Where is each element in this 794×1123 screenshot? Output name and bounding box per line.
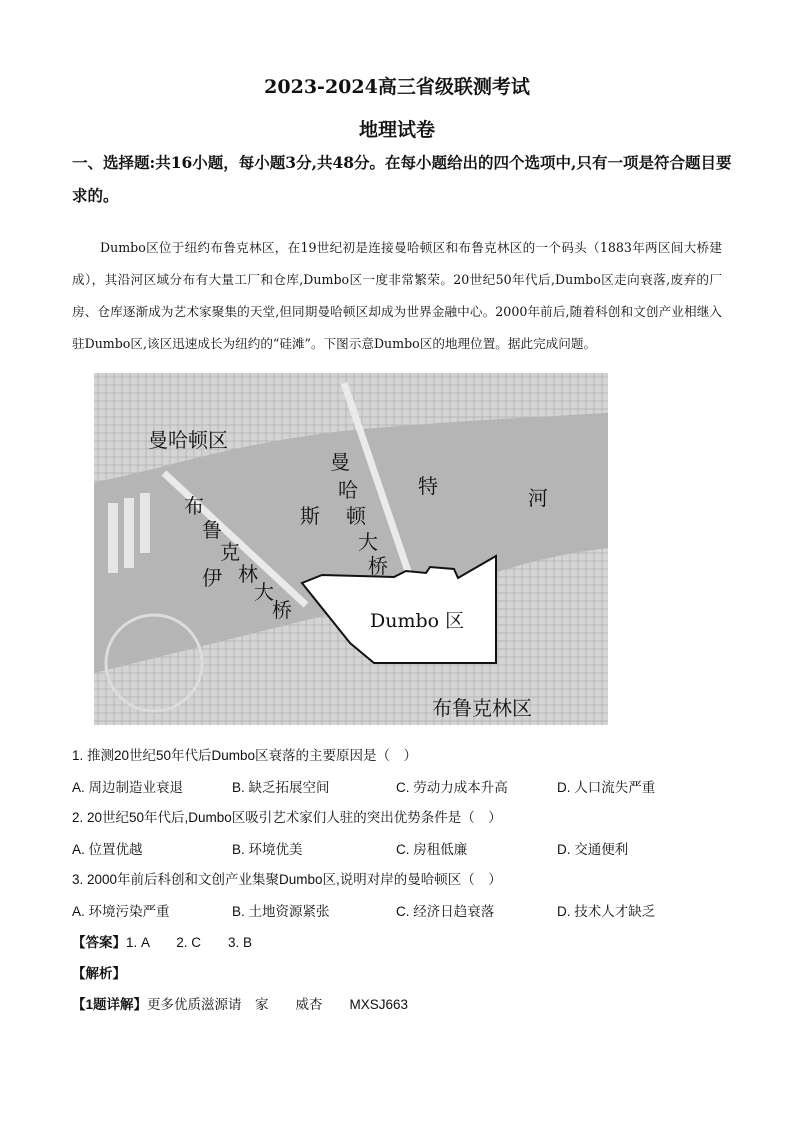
- question-1-option-c: C. 劳动力成本升高: [396, 780, 508, 795]
- passage-text: Dumbo区位于纽约布鲁克林区，在19世纪初是连接曼哈顿区和布鲁克林区的一个码头（1883年两区间大桥建成），其沿河区域分布有大量工厂和仓库,Dumbo区一度非常繁荣。20世纪50年代后,Dumbo区走向衰落,废弃的厂房、仓库逐渐成为艺术家聚集的天堂,但同期曼哈顿区却成为世界金融中心。2000年前后,随着科创和文创产业相继入驻Dumbo区,该区迅速成长为纽约的“硅滩”。下图示意Dumbo区的地理位置。据此完成问题。: [72, 240, 722, 351]
- question-1-option-d: D. 人口流失严重: [557, 780, 656, 795]
- detail-line: [72, 993, 408, 1013]
- east-river-char: 河: [528, 486, 548, 510]
- question-1-stem: 1. 推测20世纪50年代后Dumbo区衰落的主要原因是（ ）: [72, 748, 418, 763]
- exam-subtitle: 地理试卷: [358, 119, 435, 141]
- manhattan-bridge-char: 桥: [368, 554, 388, 578]
- east-river-char: 伊: [202, 566, 222, 590]
- label-manhattan: 曼哈顿区: [148, 428, 228, 452]
- question-3-option-b: B. 土地资源紧张: [232, 904, 330, 919]
- question-1-option-a: A. 周边制造业衰退: [72, 780, 184, 795]
- east-river-char: 斯: [300, 504, 320, 528]
- question-3-option-a: A. 环境污染严重: [72, 904, 170, 919]
- label-brooklyn: 布鲁克林区: [432, 696, 532, 720]
- question-1-option-b: B. 缺乏拓展空间: [232, 780, 330, 795]
- section-heading: 一、选择题:共16小题，每小题3分,共48分。在每小题给出的四个选项中,只有一项是符合题目要求的。: [72, 153, 732, 205]
- pier-2: [124, 498, 134, 568]
- brooklyn-bridge-char: 大: [254, 580, 274, 604]
- analysis-label: 【解析】: [72, 966, 126, 981]
- detail-text: 更多优质滋源请 家 威杏 MXSJ663: [147, 997, 409, 1012]
- label-dumbo: Dumbo 区: [370, 610, 465, 632]
- exam-title: 2023-2024高三省级联测考试: [264, 76, 530, 98]
- brooklyn-bridge-char: 布: [184, 494, 204, 518]
- brooklyn-bridge-char: 林: [238, 562, 258, 586]
- brooklyn-bridge-char: 鲁: [202, 518, 222, 542]
- question-2-option-a: A. 位置优越: [72, 842, 143, 857]
- brooklyn-bridge-char: 桥: [272, 598, 292, 622]
- answer-text: 1. A 2. C 3. B: [126, 935, 253, 950]
- analysis-line: [72, 962, 126, 982]
- question-2-option-b: B. 环境优美: [232, 842, 303, 857]
- pier-1: [108, 503, 118, 573]
- east-river-char: 特: [418, 474, 438, 498]
- answer-label: 【答案】: [72, 935, 126, 950]
- question-3-option-c: C. 经济日趋衰落: [396, 904, 495, 919]
- dumbo-location-map: [94, 373, 608, 725]
- question-2-option-d: D. 交通便利: [557, 842, 629, 857]
- manhattan-bridge-char: 大: [358, 530, 378, 554]
- question-2-option-c: C. 房租低廉: [396, 842, 468, 857]
- question-3-option-d: D. 技术人才缺乏: [557, 904, 656, 919]
- question-2-stem: 2. 20世纪50年代后,Dumbo区吸引艺术家们人驻的突出优势条件是（ ）: [72, 810, 502, 825]
- manhattan-bridge-char: 曼: [330, 450, 350, 474]
- manhattan-bridge-char: 顿: [346, 504, 366, 528]
- detail-label: 【1题详解】: [72, 997, 148, 1012]
- answer-line: [72, 931, 252, 951]
- brooklyn-bridge-char: 克: [220, 540, 240, 564]
- pier-3: [140, 493, 150, 553]
- question-3-stem: 3. 2000年前后科创和文创产业集聚Dumbo区,说明对岸的曼哈顿区（ ）: [72, 872, 502, 887]
- reading-passage: [72, 232, 722, 360]
- manhattan-bridge-char: 哈: [338, 478, 358, 502]
